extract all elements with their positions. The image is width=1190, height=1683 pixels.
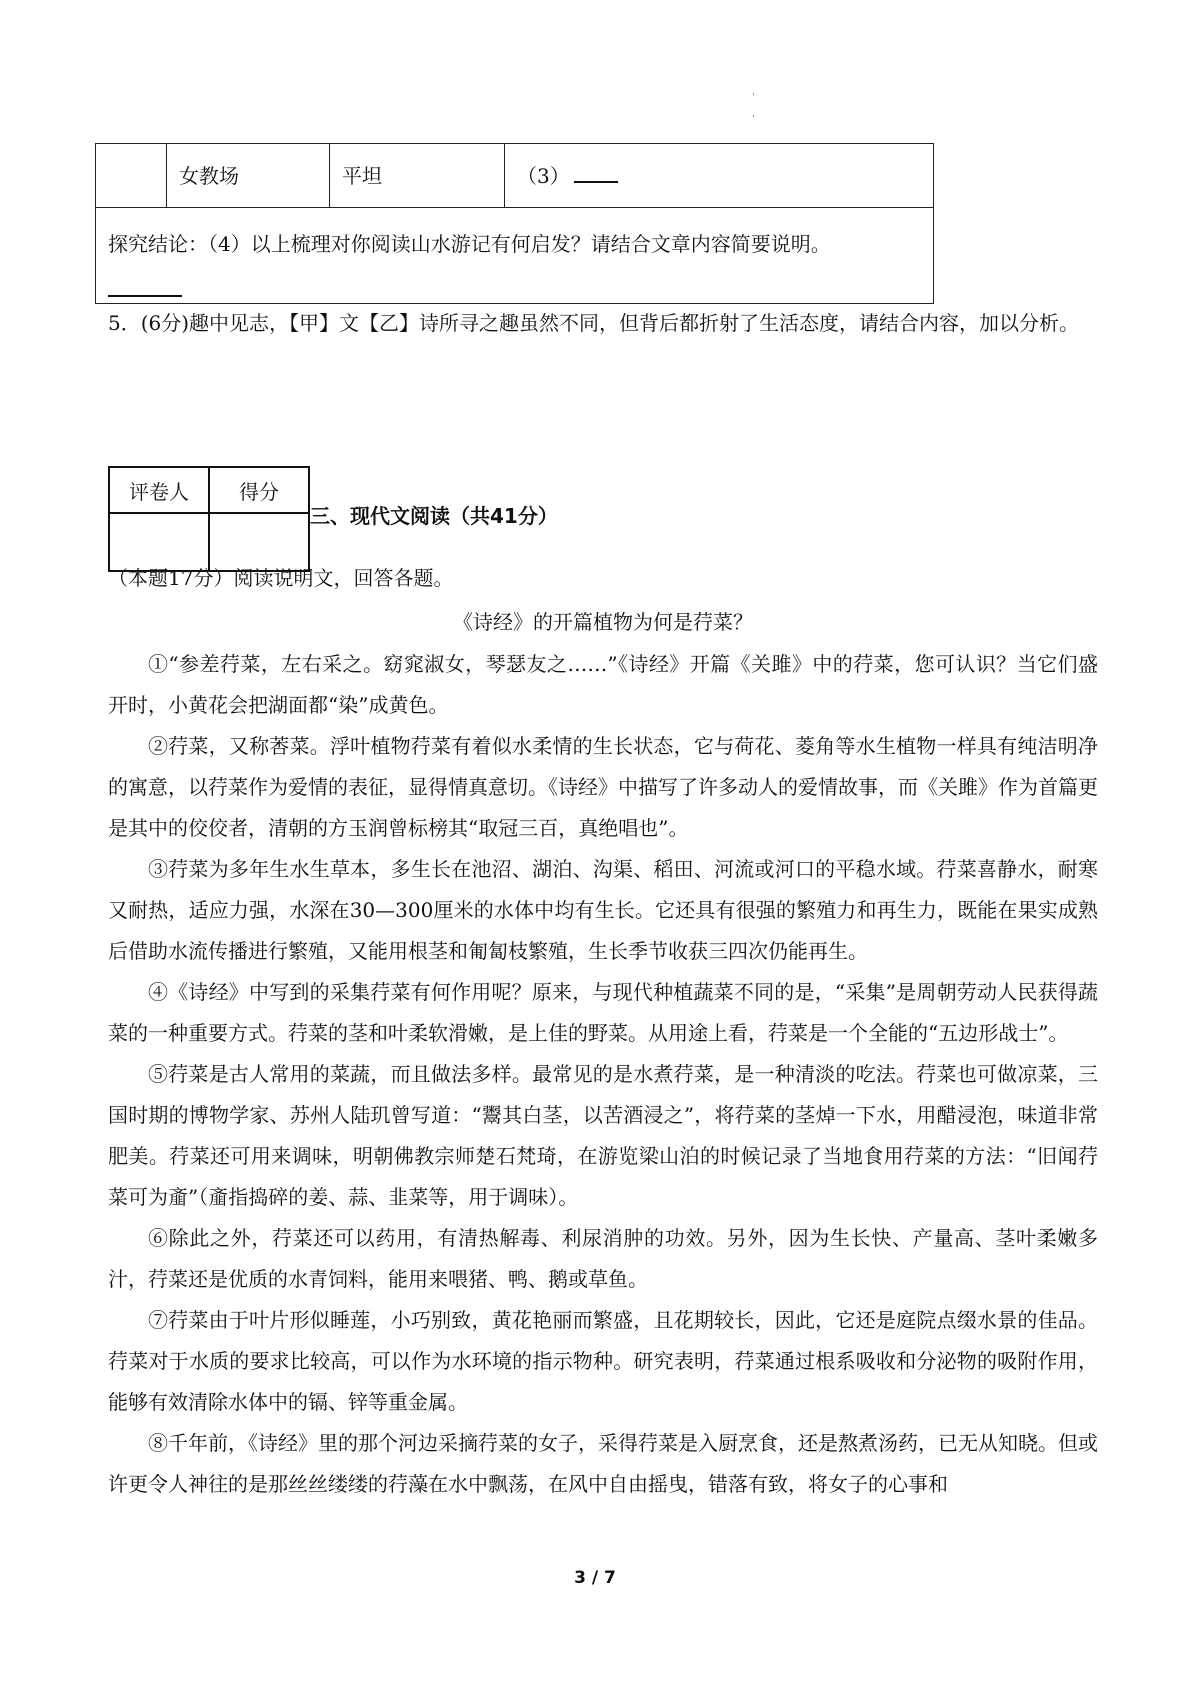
- answer-blank[interactable]: [574, 163, 618, 183]
- paragraph: ①“参差荇菜，左右采之。窈窕淑女，琴瑟友之……”《诗经》开篇《关雎》中的荇菜，您可认识？当它们盛开时，小黄花会把湖面都“染”成黄色。: [108, 652, 1098, 717]
- section-intro: （本题17分）阅读说明文，回答各题。: [108, 566, 454, 590]
- table-cell-terrain: 平坦: [330, 144, 505, 208]
- paragraph: ④《诗经》中写到的采集荇菜有何作用呢？原来，与现代种植蔬菜不同的是，“采集”是周朝劳动人民获得蔬菜的一种重要方式。荇菜的茎和叶柔软滑嫩，是上佳的野菜。从用途上看，荇菜是一个全能的“五边形战士”。: [108, 980, 1098, 1045]
- scan-mark: ': [752, 92, 755, 103]
- page-number: 3 / 7: [574, 1568, 616, 1588]
- table-row: [96, 208, 934, 304]
- grader-label: 评卷人: [109, 467, 209, 513]
- blank-label: （3）: [517, 164, 570, 188]
- paragraph: ⑥除此之外，荇菜还可以药用，有清热解毒、利尿消肿的功效。另外，因为生长快、产量高、茎叶柔嫩多汁，荇菜还是优质的水青饲料，能用来喂猪、鸭、鹅或草鱼。: [108, 1226, 1098, 1291]
- question-5: 5．(6分)趣中见志，【甲】文【乙】诗所寻之趣虽然不同，但背后都折射了生活态度，请结合内容，加以分析。: [108, 311, 1080, 335]
- table-cell: [96, 144, 167, 208]
- article-title: 《诗经》的开篇植物为何是荇菜？: [453, 610, 753, 634]
- paragraph: ③荇菜为多年生水生草本，多生长在池沼、湖泊、沟渠、稻田、河流或河口的平稳水域。荇菜喜静水，耐寒又耐热，适应力强，水深在30—300厘米的水体中均有生长。它还具有很强的繁殖力和再生力，既能在果实成熟后借助水流传播进行繁殖，又能用根茎和匍匐枝繁殖，生长季节收获三四次仍能再生。: [108, 857, 1098, 963]
- article-body: [108, 644, 1098, 1505]
- scan-mark: ': [752, 114, 755, 125]
- paragraph: ②荇菜，又称莕菜。浮叶植物荇菜有着似水柔情的生长状态，它与荷花、菱角等水生植物一样具有纯洁明净的寓意，以荇菜作为爱情的表征，显得情真意切。《诗经》中描写了许多动人的爱情故事，而《关雎》作为首篇更是其中的佼佼者，清朝的方玉润曾标榜其“取冠三百，真绝唱也”。: [108, 734, 1098, 840]
- table-cell-location: 女教场: [167, 144, 330, 208]
- answer-blank[interactable]: [108, 277, 182, 297]
- section-title: 三、现代文阅读（共41分）: [310, 504, 558, 528]
- score-label: 得分: [209, 467, 309, 513]
- conclusion-text: 探究结论：（4）以上梳理对你阅读山水游记有何启发？请结合文章内容简要说明。: [108, 232, 831, 256]
- paragraph: ⑧千年前，《诗经》里的那个河边采摘荇菜的女子，采得荇菜是入厨烹食，还是熬煮汤药，已无从知晓。但或许更令人神往的是那丝丝缕缕的荇藻在水中飘荡，在风中自由摇曳，错落有致，将女子的心事和: [108, 1431, 1098, 1496]
- table-row: [96, 144, 934, 208]
- score-box: [108, 466, 310, 572]
- conclusion-cell: [96, 208, 934, 304]
- table-cell-answer: [505, 144, 934, 208]
- exploration-table: [95, 143, 934, 304]
- paragraph: ⑦荇菜由于叶片形似睡莲，小巧别致，黄花艳丽而繁盛，且花期较长，因此，它还是庭院点缀水景的佳品。荇菜对于水质的要求比较高，可以作为水环境的指示物种。研究表明，荇菜通过根系吸收和分泌物的吸附作用，能够有效清除水体中的镉、锌等重金属。: [108, 1308, 1098, 1414]
- paragraph: ⑤荇菜是古人常用的菜蔬，而且做法多样。最常见的是水煮荇菜，是一种清淡的吃法。荇菜也可做凉菜，三国时期的博物学家、苏州人陆玑曾写道：“鬻其白茎，以苦酒浸之”，将荇菜的茎焯一下水，用醋浸泡，味道非常肥美。荇菜还可用来调味，明朝佛教宗师楚石梵琦，在游览梁山泊的时候记录了当地食用荇菜的方法：“旧闻荇菜可为齑”（齑指捣碎的姜、蒜、韭菜等，用于调味）。: [108, 1062, 1098, 1209]
